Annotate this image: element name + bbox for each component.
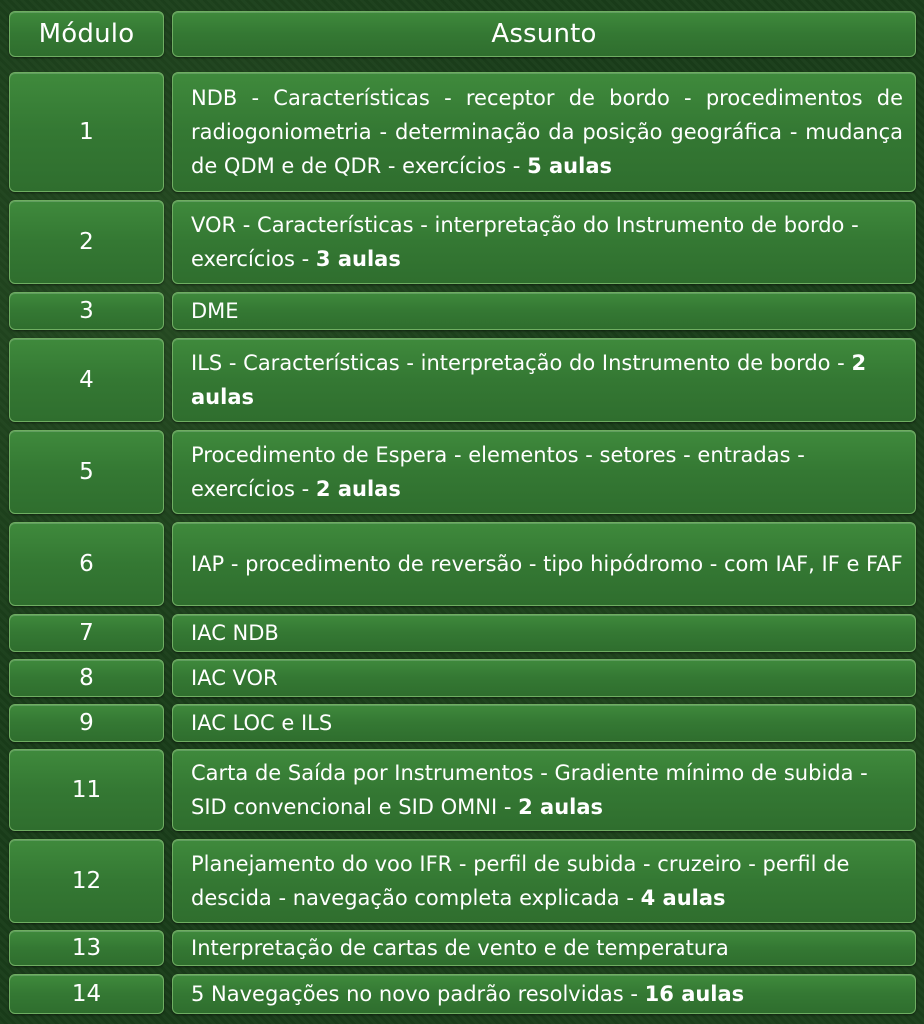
subject-text [191,208,903,276]
module-number: 6 [79,551,94,577]
module-number-cell [9,974,164,1014]
header-modulo [9,11,164,57]
module-number-cell [9,659,164,697]
header-modulo-label: Módulo [38,19,135,49]
header-assunto [172,11,916,57]
module-number-cell [9,749,164,831]
subject-text [191,847,903,915]
module-number: 4 [79,367,94,393]
subject-text [191,294,903,328]
module-number: 14 [71,981,102,1007]
module-number: 3 [79,298,94,324]
lesson-count: 2 aulas [315,477,401,501]
module-number: 8 [79,665,94,691]
subject-cell [172,704,916,742]
subject-text [191,438,903,506]
subject-description: NDB - Características - receptor de bordo - procedimentos de radiogoniometria - determinação da posição geográfica - mudança de QDM e de QDR - exercícios - [191,86,903,178]
subject-cell [172,200,916,284]
subject-description: 5 Navegações no novo padrão resolvidas - [191,982,638,1006]
subject-description: IAC VOR [191,666,278,690]
module-number: 13 [71,935,102,961]
subject-cell [172,430,916,514]
subject-cell [172,72,916,192]
module-number: 1 [79,119,94,145]
subject-text [191,706,903,740]
lesson-count: 5 aulas [527,154,612,178]
lesson-count: 2 aulas [191,351,867,409]
subject-cell [172,614,916,652]
subject-cell [172,930,916,966]
module-number: 11 [71,777,102,803]
module-number-cell [9,200,164,284]
module-number: 7 [79,620,94,646]
subject-text [191,81,903,183]
subject-description: Carta de Saída por Instrumentos - Gradiente mínimo de subida - SID convencional e SID OMNI - [191,761,868,819]
module-number-cell [9,338,164,422]
subject-text [191,661,903,695]
subject-description: Procedimento de Espera - elementos - setores - entradas - exercícios - [191,443,805,501]
module-number: 2 [79,229,94,255]
module-number-cell [9,292,164,330]
subject-text [191,756,903,824]
header-assunto-label: Assunto [491,19,597,49]
module-number-cell [9,614,164,652]
subject-cell [172,292,916,330]
module-number-cell [9,839,164,923]
lesson-count: 4 aulas [640,886,726,910]
subject-description: Interpretação de cartas de vento e de temperatura [191,936,729,960]
module-number-cell [9,704,164,742]
subject-description: IAP - procedimento de reversão - tipo hipódromo - com IAF, IF e FAF [191,552,903,576]
module-number-cell [9,522,164,606]
subject-text [191,616,903,650]
subject-cell [172,839,916,923]
lesson-count: 2 aulas [518,795,604,819]
subject-cell [172,338,916,422]
subject-cell [172,659,916,697]
module-number-cell [9,930,164,966]
module-number-cell [9,430,164,514]
module-number-cell [9,72,164,192]
subject-description: ILS - Características - interpretação do Instrumento de bordo - [191,351,845,375]
subject-cell [172,749,916,831]
lesson-count: 3 aulas [315,247,401,271]
subject-cell [172,974,916,1014]
subject-text [191,977,903,1011]
subject-text [191,547,903,581]
subject-description: IAC LOC e ILS [191,711,333,735]
subject-description: Planejamento do voo IFR - perfil de subida - cruzeiro - perfil de descida - navegação completa explicada - [191,852,850,910]
subject-cell [172,522,916,606]
module-number: 9 [79,710,94,736]
module-number: 5 [79,459,94,485]
subject-text [191,346,903,414]
subject-description: VOR - Características - interpretação do Instrumento de bordo - exercícios - [191,213,859,271]
subject-text [191,931,903,965]
subject-description: DME [191,299,239,323]
module-number: 12 [71,868,102,894]
lesson-count: 16 aulas [644,982,745,1006]
subject-description: IAC NDB [191,621,279,645]
